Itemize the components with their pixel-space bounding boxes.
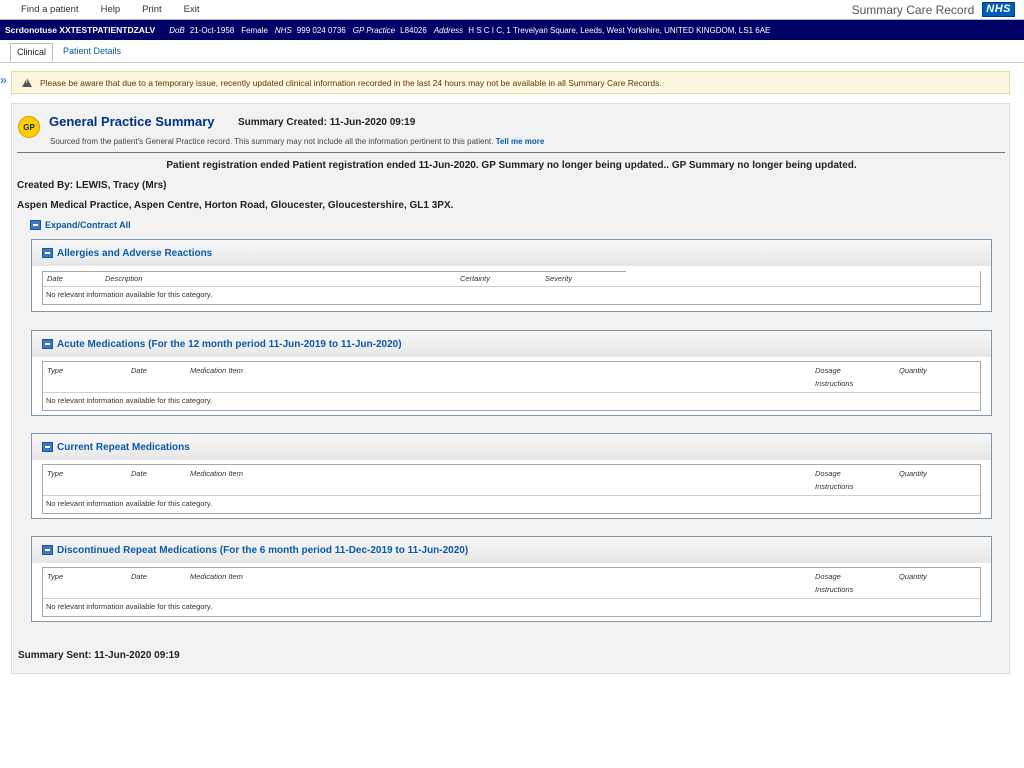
col-medication-item: Medication Item bbox=[190, 572, 243, 581]
patient-banner bbox=[0, 20, 1024, 40]
col-dosage-instructions: Dosage Instructions bbox=[815, 469, 854, 491]
acute-medications-table bbox=[42, 361, 981, 411]
table-header-row bbox=[43, 568, 980, 598]
summary-sent: Summary Sent: 11-Jun-2020 09:19 bbox=[18, 650, 180, 661]
brand bbox=[852, 2, 1015, 17]
col-date: Date bbox=[131, 469, 147, 478]
allergies-section bbox=[31, 239, 992, 312]
discontinued-medications-table bbox=[42, 567, 981, 617]
acute-medications-section bbox=[31, 330, 992, 416]
gender-value: Female bbox=[241, 25, 268, 35]
acute-medications-header[interactable] bbox=[32, 331, 991, 357]
source-text: Sourced from the patient's General Practice record. This summary may not include all the information pertinent to this patient. bbox=[50, 137, 494, 146]
find-patient-link[interactable]: Find a patient bbox=[21, 4, 79, 15]
collapse-icon bbox=[30, 220, 41, 230]
warning-icon bbox=[22, 78, 32, 87]
col-certainty: Certainty bbox=[460, 274, 491, 283]
gp-practice-code: L84026 bbox=[400, 25, 427, 35]
table-header-row bbox=[43, 271, 980, 286]
summary-title: General Practice Summary bbox=[49, 114, 215, 129]
exit-link[interactable]: Exit bbox=[183, 4, 200, 15]
nhs-number: 999 024 0736 bbox=[296, 25, 346, 35]
summary-source-note bbox=[50, 137, 544, 146]
discontinued-medications-header[interactable] bbox=[32, 537, 991, 563]
table-header-row bbox=[43, 362, 980, 392]
discontinued-medications-title: Discontinued Repeat Medications (For the 6 month period 11-Dec-2019 to 11-Jun-2020) bbox=[57, 544, 469, 556]
col-dosage-instructions: Dosage Instructions bbox=[815, 366, 854, 388]
empty-row: No relevant information available for this category. bbox=[43, 286, 980, 304]
print-link[interactable]: Print bbox=[142, 4, 162, 15]
sidebar-toggle-icon[interactable]: » bbox=[0, 73, 7, 87]
allergies-title: Allergies and Adverse Reactions bbox=[57, 247, 213, 259]
repeat-medications-section bbox=[31, 433, 992, 519]
dob-label: DoB bbox=[169, 25, 185, 35]
col-type: Type bbox=[47, 366, 64, 375]
tab-clinical[interactable]: Clinical bbox=[10, 43, 53, 62]
col-quantity: Quantity bbox=[899, 366, 927, 375]
warning-banner bbox=[11, 71, 1010, 94]
gp-icon: GP bbox=[18, 116, 40, 138]
created-by: Created By: LEWIS, Tracy (Mrs) bbox=[17, 180, 167, 191]
expand-contract-all-button[interactable] bbox=[30, 220, 131, 230]
col-date: Date bbox=[47, 274, 63, 283]
col-date: Date bbox=[131, 572, 147, 581]
empty-row: No relevant information available for this category. bbox=[43, 598, 980, 616]
col-medication-item: Medication Item bbox=[190, 469, 243, 478]
nhs-logo: NHS bbox=[982, 2, 1015, 17]
gp-practice-label: GP Practice bbox=[352, 25, 396, 35]
col-type: Type bbox=[47, 469, 64, 478]
col-type: Type bbox=[47, 572, 64, 581]
repeat-medications-header[interactable] bbox=[32, 434, 991, 460]
collapse-icon[interactable] bbox=[42, 339, 53, 349]
empty-row: No relevant information available for this category. bbox=[43, 392, 980, 410]
empty-row: No relevant information available for this category. bbox=[43, 495, 980, 513]
gp-summary-panel bbox=[11, 103, 1010, 674]
col-description: Description bbox=[105, 274, 143, 283]
acute-medications-title: Acute Medications (For the 12 month period 11-Jun-2019 to 11-Jun-2020) bbox=[57, 338, 402, 350]
tab-patient-details[interactable]: Patient Details bbox=[63, 46, 122, 56]
col-quantity: Quantity bbox=[899, 572, 927, 581]
repeat-medications-table bbox=[42, 464, 981, 514]
warning-text: Please be aware that due to a temporary issue, recently updated clinical information recorded in the last 24 hours may not be available in all Summary Care Records. bbox=[40, 77, 662, 88]
col-medication-item: Medication Item bbox=[190, 366, 243, 375]
table-header-row bbox=[43, 465, 980, 495]
top-nav bbox=[21, 4, 222, 15]
summary-created: Summary Created: 11-Jun-2020 09:19 bbox=[238, 117, 416, 128]
tab-divider bbox=[0, 62, 1024, 63]
collapse-icon[interactable] bbox=[42, 545, 53, 555]
registration-ended-notice: Patient registration ended Patient registration ended 11-Jun-2020. GP Summary no longer being updated.. GP Summary no longer being updated. bbox=[166, 160, 857, 171]
divider bbox=[17, 152, 1005, 153]
col-dosage-instructions: Dosage Instructions bbox=[815, 572, 854, 594]
app-title: Summary Care Record bbox=[851, 2, 975, 17]
top-menu-bar bbox=[0, 0, 1024, 20]
col-date: Date bbox=[131, 366, 147, 375]
help-link[interactable]: Help bbox=[100, 4, 121, 15]
expand-contract-label: Expand/Contract All bbox=[45, 220, 131, 230]
address-value: H S C I C, 1 Trevelyan Square, Leeds, West Yorkshire, UNITED KINGDOM, LS1 6AE bbox=[468, 25, 771, 35]
discontinued-medications-section bbox=[31, 536, 992, 622]
allergies-section-header[interactable] bbox=[32, 240, 991, 266]
repeat-medications-title: Current Repeat Medications bbox=[57, 441, 190, 453]
tell-me-more-link[interactable]: Tell me more bbox=[495, 137, 545, 146]
practice-address: Aspen Medical Practice, Aspen Centre, Horton Road, Gloucester, Gloucestershire, GL1 3PX. bbox=[17, 200, 454, 211]
address-label: Address bbox=[433, 25, 464, 35]
nhs-label: NHS bbox=[274, 25, 292, 35]
collapse-icon[interactable] bbox=[42, 442, 53, 452]
tab-bar bbox=[10, 43, 127, 62]
col-severity: Severity bbox=[545, 274, 573, 283]
dob-value: 21-Oct-1958 bbox=[189, 25, 235, 35]
collapse-icon[interactable] bbox=[42, 248, 53, 258]
allergies-table bbox=[42, 271, 981, 305]
col-quantity: Quantity bbox=[899, 469, 927, 478]
patient-name: Scrdonotuse XXTESTPATIENTDZALV bbox=[5, 25, 156, 35]
